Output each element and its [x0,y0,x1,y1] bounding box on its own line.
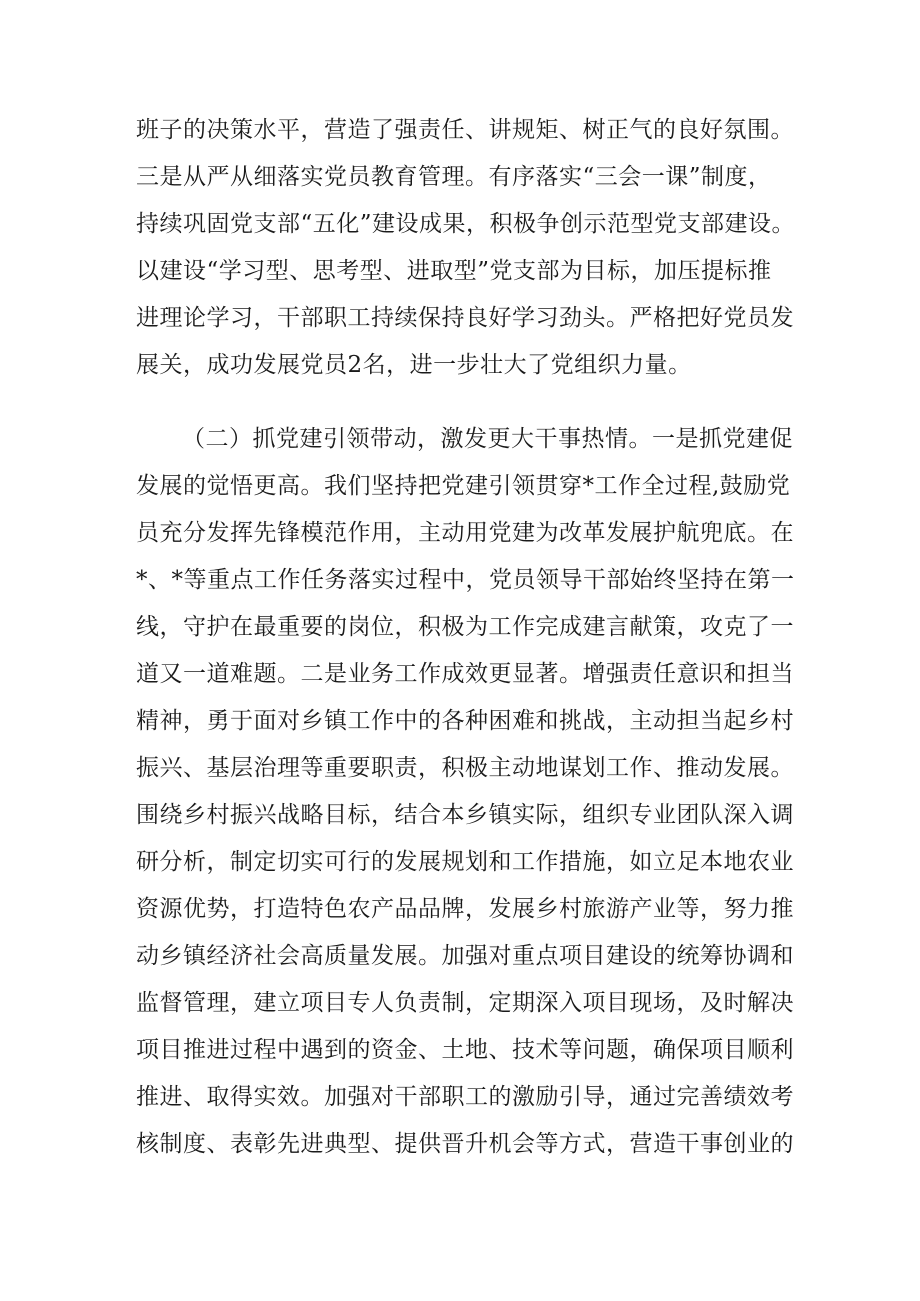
text-line: 资源优势，打造特色农产品品牌，发展乡村旅游产业等，努力推 [136,896,794,922]
text-line: 项目推进过程中遇到的资金、土地、技术等问题，确保项目顺利 [136,1037,794,1063]
text-line: 核制度、表彰先进典型、提供晋升机会等方式，营造干事创业的 [136,1131,794,1157]
text-line: 研分析，制定切实可行的发展规划和工作措施，如立足本地农业 [136,849,794,875]
paragraph-party-education [136,107,796,389]
text-line: 动乡镇经济社会高质量发展。加强对重点项目建设的统筹协调和 [136,943,794,969]
text-line: 以建设“学习型、思考型、进取型”党支部为目标，加压提标推 [136,258,772,284]
text-line: 进理论学习，干部职工持续保持良好学习劲头。严格把好党员发 [136,305,794,331]
text-line: 发展的觉悟更高。我们坚持把党建引领贯穿*工作全过程,鼓励党 [136,473,791,499]
text-line: 线，守护在最重要的岗位，积极为工作完成建言献策，攻克了一 [136,614,794,640]
text-line: 监督管理，建立项目专人负责制，定期深入项目现场，及时解决 [136,990,794,1016]
paragraph-party-leadership [136,416,795,1168]
text-line: 展关，成功发展党员2名，进一步壮大了党组织力量。 [136,352,692,378]
text-line: 精神，勇于面对乡镇工作中的各种困难和挑战，主动担当起乡村 [136,708,794,734]
text-line: 围绕乡村振兴战略目标，结合本乡镇实际，组织专业团队深入调 [136,802,794,828]
text-line: 员充分发挥先锋模范作用，主动用党建为改革发展护航兜底。在 [136,520,794,546]
text-line: 三是从严从细落实党员教育管理。有序落实“三会一课”制度， [136,164,772,190]
text-line: 推进、取得实效。加强对干部职工的激励引导，通过完善绩效考 [136,1084,794,1110]
text-line: 道又一道难题。二是业务工作成效更显著。增强责任意识和担当 [136,661,794,687]
text-line: *、*等重点工作任务落实过程中，党员领导干部始终坚持在第一 [136,567,795,593]
section-heading-line: （二）抓党建引领带动，激发更大干事热情。一是抓党建促 [182,426,793,452]
text-line: 持续巩固党支部“五化”建设成果，积极争创示范型党支部建设。 [136,211,796,237]
text-line: 班子的决策水平，营造了强责任、讲规矩、树正气的良好氛围。 [136,117,794,143]
text-line: 振兴、基层治理等重要职责，积极主动地谋划工作、推动发展。 [136,755,794,781]
